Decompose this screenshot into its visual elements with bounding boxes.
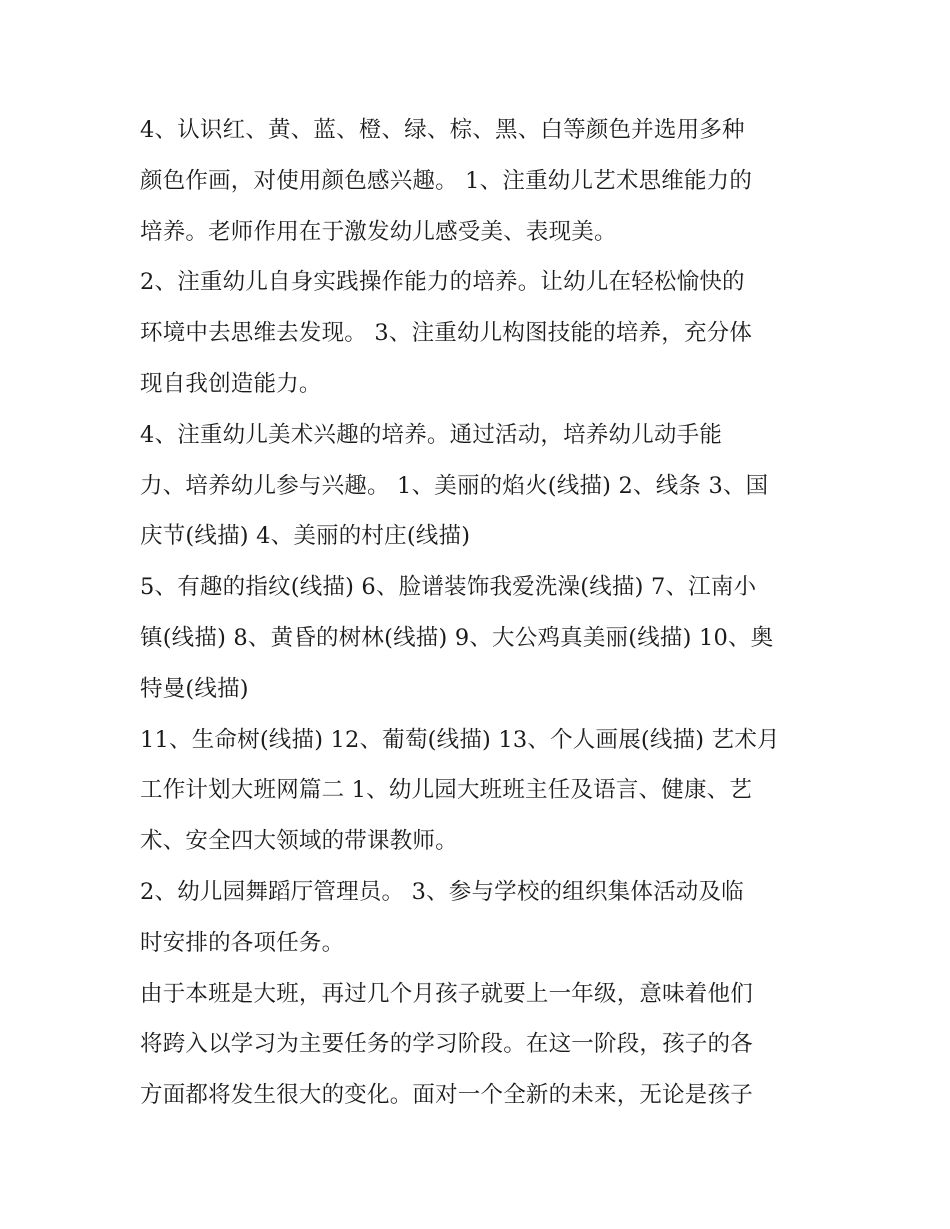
- text-line: 术、安全四大领域的带课教师。: [140, 828, 458, 855]
- text-line: 力、培养幼儿参与兴趣。 1、美丽的焰火(线描) 2、线条 3、国: [140, 472, 769, 499]
- text-line: 培养。老师作用在于激发幼儿感受美、表现美。: [140, 218, 617, 245]
- text-line: 时安排的各项任务。: [140, 929, 345, 956]
- document-body: [140, 105, 820, 1121]
- text-line: 工作计划大班网篇二 1、幼儿园大班班主任及语言、健康、艺: [140, 777, 753, 804]
- text-line: 颜色作画，对使用颜色感兴趣。 1、注重幼儿艺术思维能力的: [140, 167, 753, 194]
- text-line: 4、注重幼儿美术兴趣的培养。通过活动，培养幼儿动手能: [140, 421, 723, 448]
- text-line: 镇(线描) 8、黄昏的树林(线描) 9、大公鸡真美丽(线描) 10、奥: [140, 624, 774, 651]
- text-line: 11、生命树(线描) 12、葡萄(线描) 13、个人画展(线描) 艺术月: [140, 726, 780, 753]
- text-line: 5、有趣的指纹(线描) 6、脸谱装饰我爱洗澡(线描) 7、江南小: [140, 574, 757, 601]
- text-line: 2、幼儿园舞蹈厅管理员。 3、参与学校的组织集体活动及临: [140, 878, 744, 905]
- text-line: 将跨入以学习为主要任务的学习阶段。在这一阶段，孩子的各: [140, 1031, 753, 1058]
- text-line: 现自我创造能力。: [140, 370, 322, 397]
- text-line: 庆节(线描) 4、美丽的村庄(线描): [140, 523, 471, 550]
- text-line: 特曼(线描): [140, 675, 249, 702]
- text-line: 环境中去思维去发现。 3、注重幼儿构图技能的培养，充分体: [140, 320, 753, 347]
- text-line: 4、认识红、黄、蓝、橙、绿、棕、黑、白等颜色并选用多种: [140, 117, 745, 143]
- text-line: 由于本班是大班，再过几个月孩子就要上一年级，意味着他们: [140, 980, 753, 1007]
- text-line: 2、注重幼儿自身实践操作能力的培养。让幼儿在轻松愉快的: [140, 269, 745, 296]
- text-line: 方面都将发生很大的变化。面对一个全新的未来，无论是孩子: [140, 1082, 753, 1109]
